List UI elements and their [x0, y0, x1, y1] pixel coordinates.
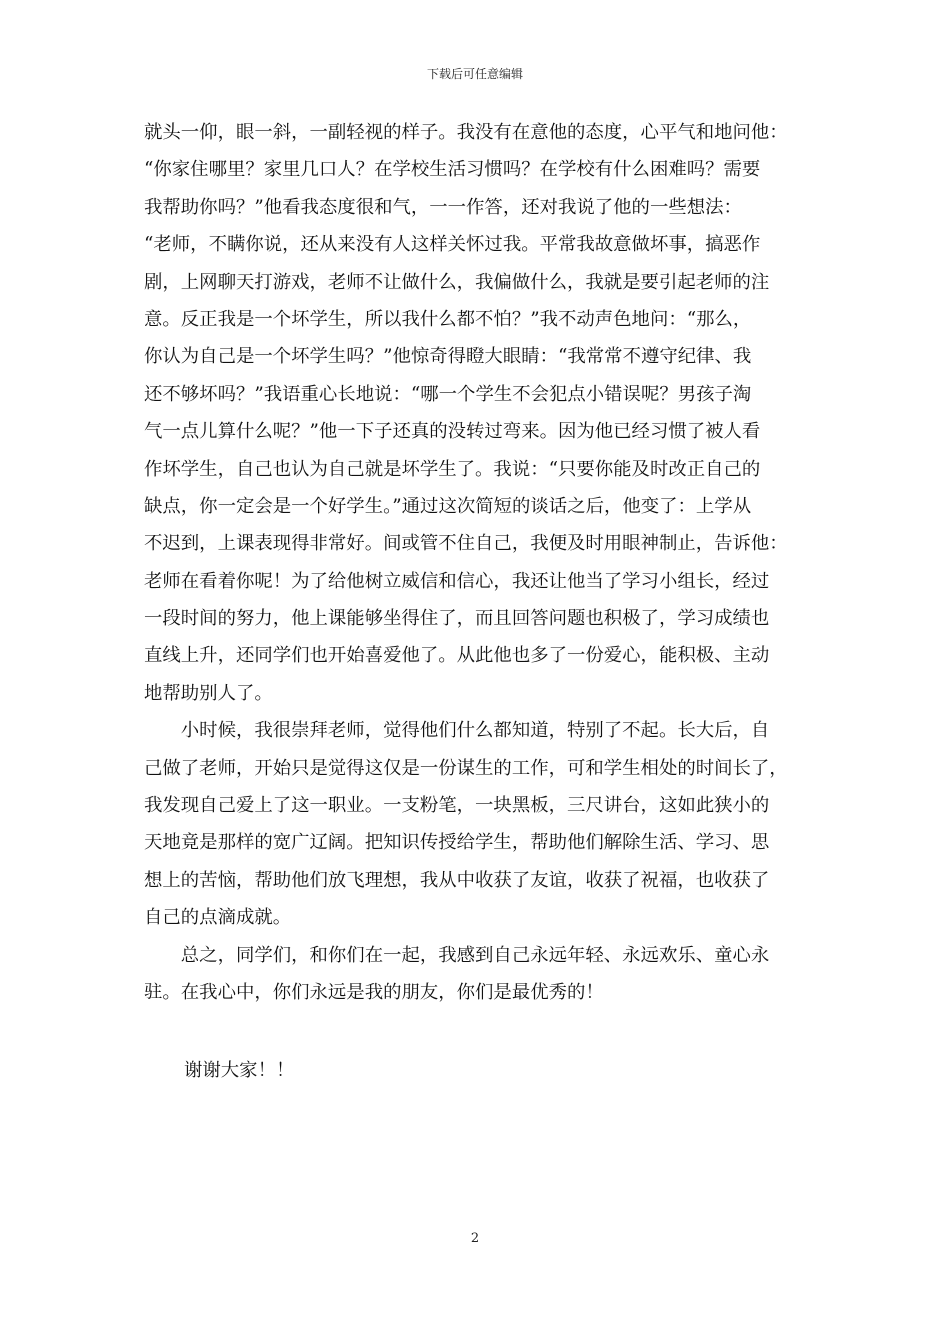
text-line: 己做了老师，开始只是觉得这仅是一份谋生的工作，可和学生相处的时间长了，	[144, 757, 788, 779]
text-line: “你家住哪里？家里几口人？在学校生活习惯吗？在学校有什么困难吗？需要	[144, 159, 761, 181]
text-line: 作坏学生，自己也认为自己就是坏学生了。我说：“只要你能及时改正自己的	[144, 458, 761, 480]
text-line: 老师在看着你呢！为了给他树立威信和信心，我还让他当了学习小组长，经过	[144, 570, 770, 592]
text-line: 气一点儿算什么呢？”他一下子还真的没转过弯来。因为他已经习惯了被人看	[144, 421, 761, 443]
text-line: 总之，同学们，和你们在一起，我感到自己永远年轻、永远欢乐、童心永	[144, 944, 770, 966]
text-line: 我帮助你吗？”他看我态度很和气，一一作答，还对我说了他的一些想法：	[144, 196, 742, 218]
text-line: 地帮助别人了。	[144, 682, 273, 704]
paragraph-becoming-teacher	[144, 712, 806, 936]
text-line: 意。反正我是一个坏学生，所以我什么都不怕？”我不动声色地问：“那么，	[144, 308, 752, 330]
page-header: 下载后可任意编辑	[426, 67, 523, 81]
text-line: 缺点，你一定会是一个好学生。”通过这次简短的谈话之后，他变了：上学从	[144, 495, 752, 517]
text-line: 你认为自己是一个坏学生吗？”他惊奇得瞪大眼睛：“我常常不遵守纪律、我	[144, 346, 752, 368]
text-line: 天地竟是那样的宽广辽阔。把知识传授给学生，帮助他们解除生活、学习、思	[144, 832, 770, 854]
document-body	[144, 114, 806, 1011]
text-line: “老师，不瞒你说，还从来没有人这样关怀过我。平常我故意做坏事，搞恶作	[144, 234, 761, 256]
text-line: 小时候，我很崇拜老师，觉得他们什么都知道，特别了不起。长大后，自	[144, 720, 770, 742]
text-line: 还不够坏吗？”我语重心长地说：“哪一个学生不会犯点小错误呢？男孩子淘	[144, 383, 752, 405]
paragraph-conclusion	[144, 937, 806, 1012]
text-line: 剧，上网聊天打游戏，老师不让做什么，我偏做什么，我就是要引起老师的注	[144, 271, 770, 293]
text-line: 驻。在我心中，你们永远是我的朋友，你们是最优秀的！	[144, 981, 604, 1003]
text-line: 直线上升，还同学们也开始喜爱他了。从此他也多了一份爱心，能积极、主动	[144, 645, 770, 667]
page-number: 2	[470, 1231, 480, 1246]
text-line: 就头一仰，眼一斜，一副轻视的样子。我没有在意他的态度，心平气和地问他：	[144, 122, 788, 143]
text-line: 一段时间的努力，他上课能够坐得住了，而且回答问题也积极了，学习成绩也	[144, 608, 770, 630]
closing-thanks: 谢谢大家！！	[184, 1060, 295, 1081]
text-line: 想上的苦恼，帮助他们放飞理想，我从中收获了友谊，收获了祝福，也收获了	[144, 869, 770, 891]
text-line: 我发现自己爱上了这一职业。一支粉笔，一块黑板，三尺讲台，这如此狭小的	[144, 795, 770, 817]
paragraph-student-story	[144, 114, 806, 712]
text-line: 自己的点滴成就。	[144, 907, 292, 929]
text-line: 不迟到，上课表现得非常好。间或管不住自己，我便及时用眼神制止，告诉他：	[144, 533, 788, 555]
